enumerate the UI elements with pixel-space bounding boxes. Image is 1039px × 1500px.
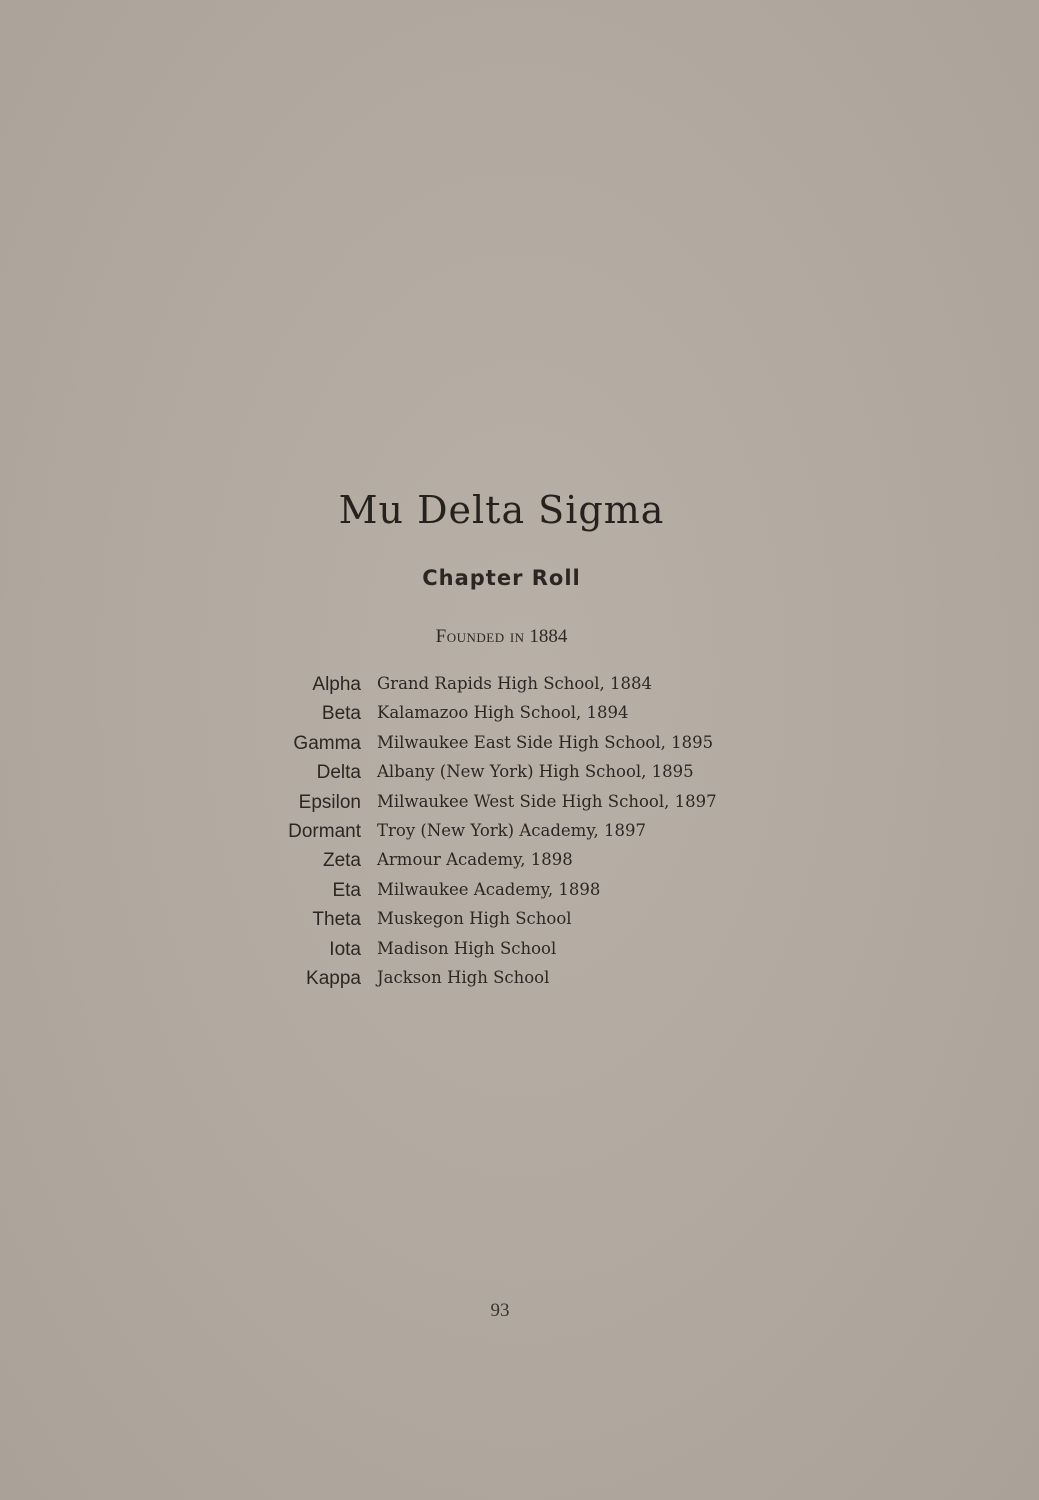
page-subtitle: Chapter Roll <box>422 566 581 590</box>
chapter-row <box>0 909 1039 938</box>
chapter-row <box>0 674 1039 703</box>
chapter-name: Zeta <box>322 850 361 872</box>
chapter-name: Iota <box>329 938 361 960</box>
chapter-name: Dormant <box>288 820 361 842</box>
chapter-row <box>0 880 1039 909</box>
page-title: Mu Delta Sigma <box>338 488 665 532</box>
chapter-row <box>0 850 1039 879</box>
chapter-school: Muskegon High School <box>377 909 572 929</box>
chapter-school: Armour Academy, 1898 <box>377 850 573 870</box>
chapter-name: Kappa <box>306 967 361 989</box>
chapter-school: Kalamazoo High School, 1894 <box>377 703 629 723</box>
chapter-school: Albany (New York) High School, 1895 <box>377 762 694 782</box>
chapter-school: Troy (New York) Academy, 1897 <box>377 820 646 840</box>
chapter-school: Jackson High School <box>377 967 550 987</box>
founded-prefix: Founded in <box>435 626 525 647</box>
founded-line <box>0 626 1003 648</box>
chapter-name: Eta <box>332 879 361 901</box>
page-number: 93 <box>490 1300 510 1321</box>
chapter-row <box>0 733 1039 762</box>
chapter-name: Beta <box>321 703 361 725</box>
founded-year: 1884 <box>529 626 568 647</box>
chapter-school: Milwaukee Academy, 1898 <box>377 879 601 899</box>
chapter-row <box>0 939 1039 968</box>
chapter-name: Epsilon <box>298 791 361 813</box>
chapter-school: Madison High School <box>377 938 557 958</box>
chapter-school: Milwaukee East Side High School, 1895 <box>377 732 714 752</box>
chapter-school: Grand Rapids High School, 1884 <box>377 674 652 693</box>
chapter-row <box>0 792 1039 821</box>
chapter-roll <box>0 674 1039 997</box>
chapter-row <box>0 762 1039 791</box>
chapter-name: Gamma <box>293 732 361 754</box>
chapter-name: Theta <box>312 909 361 931</box>
chapter-row <box>0 821 1039 850</box>
chapter-school: Milwaukee West Side High School, 1897 <box>377 791 717 811</box>
chapter-name: Delta <box>316 762 361 784</box>
chapter-name: Alpha <box>312 674 361 695</box>
chapter-row <box>0 968 1039 997</box>
chapter-row <box>0 703 1039 732</box>
